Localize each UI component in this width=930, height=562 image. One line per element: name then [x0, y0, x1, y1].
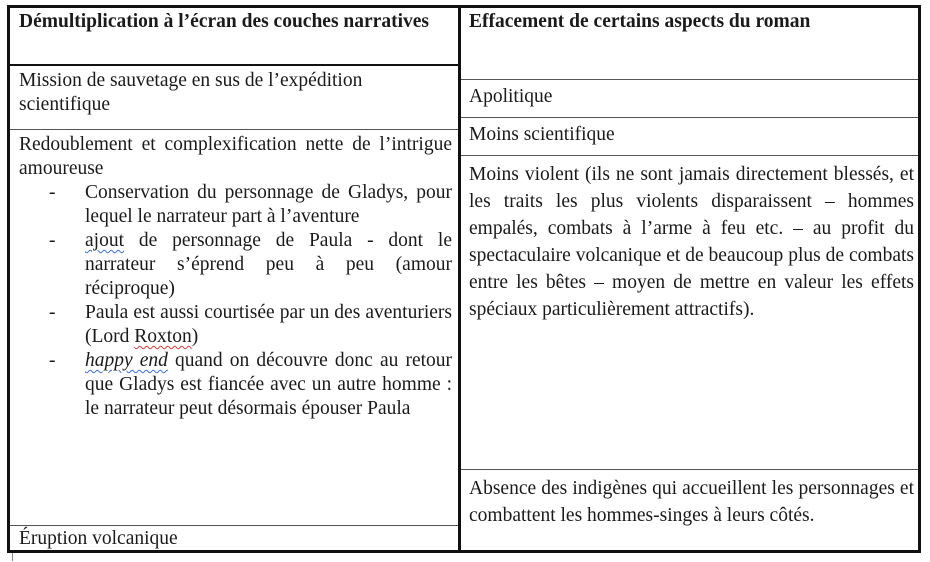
- romance-bullet-list: [19, 181, 452, 421]
- right-row-apolitical: Apolitique: [461, 80, 918, 118]
- right-row-less-violent: Moins violent (ils ne sont jamais directement blessés, et les traits les plus violents disparaissent – hommes empalés, combats à l’arme à feu etc. – au profit du spectaculaire volcanique et de beaucoup plus de combats entre les bêtes – moyen de mettre en valeur les effets spéciaux particulièrement attractifs).: [461, 156, 918, 470]
- bullet-dash: -: [49, 230, 56, 251]
- right-column-header: Effacement de certains aspects du roman: [461, 8, 918, 80]
- left-column-header: Démultiplication à l’écran des couches narratives: [10, 8, 458, 66]
- bullet-dash: -: [49, 302, 56, 323]
- document-edge-mark: [12, 553, 13, 561]
- bullet-text: Conservation du personnage de Gladys, pour lequel le narrateur part à l’aventure: [85, 182, 452, 227]
- spellcheck-flagged-italic-phrase: happy end: [85, 350, 168, 371]
- bullet-text-post: de personnage de Paula - dont le narrateur s’éprend peu à peu (amour réciproque): [85, 230, 452, 299]
- bullet-dash: -: [49, 182, 56, 203]
- left-row-rescue-mission: Mission de sauvetage en sus de l’expédition scientifique: [10, 66, 458, 130]
- bullet-dash: -: [49, 350, 56, 371]
- spellcheck-flagged-word: ajout: [85, 230, 124, 251]
- bullet-text-pre: Paula est aussi courtisée par un des aventuriers (Lord: [85, 302, 452, 347]
- left-row-romance: [10, 130, 458, 526]
- right-row-no-natives: Absence des indigènes qui accueillent les personnages et combattent les hommes-singes à leurs côtés.: [469, 478, 914, 526]
- comparison-table: [7, 5, 921, 553]
- bullet-item: [19, 301, 452, 349]
- bullet-text-post: quand on découvre donc au retour que Gladys est fiancée avec un autre homme : le narrateur peut désormais épouser Paula: [85, 350, 453, 419]
- bullet-text-post: ): [191, 326, 199, 347]
- bullet-item: [19, 349, 452, 421]
- bullet-item: [19, 181, 452, 229]
- bullet-item: [19, 229, 452, 301]
- spellcheck-flagged-word: Roxton: [134, 326, 192, 347]
- romance-intro-text: Redoublement et complexification nette de l’intrigue amoureuse: [19, 134, 452, 179]
- left-row-eruption: Éruption volcanique: [19, 528, 178, 549]
- right-row-less-scientific: Moins scientifique: [461, 118, 918, 156]
